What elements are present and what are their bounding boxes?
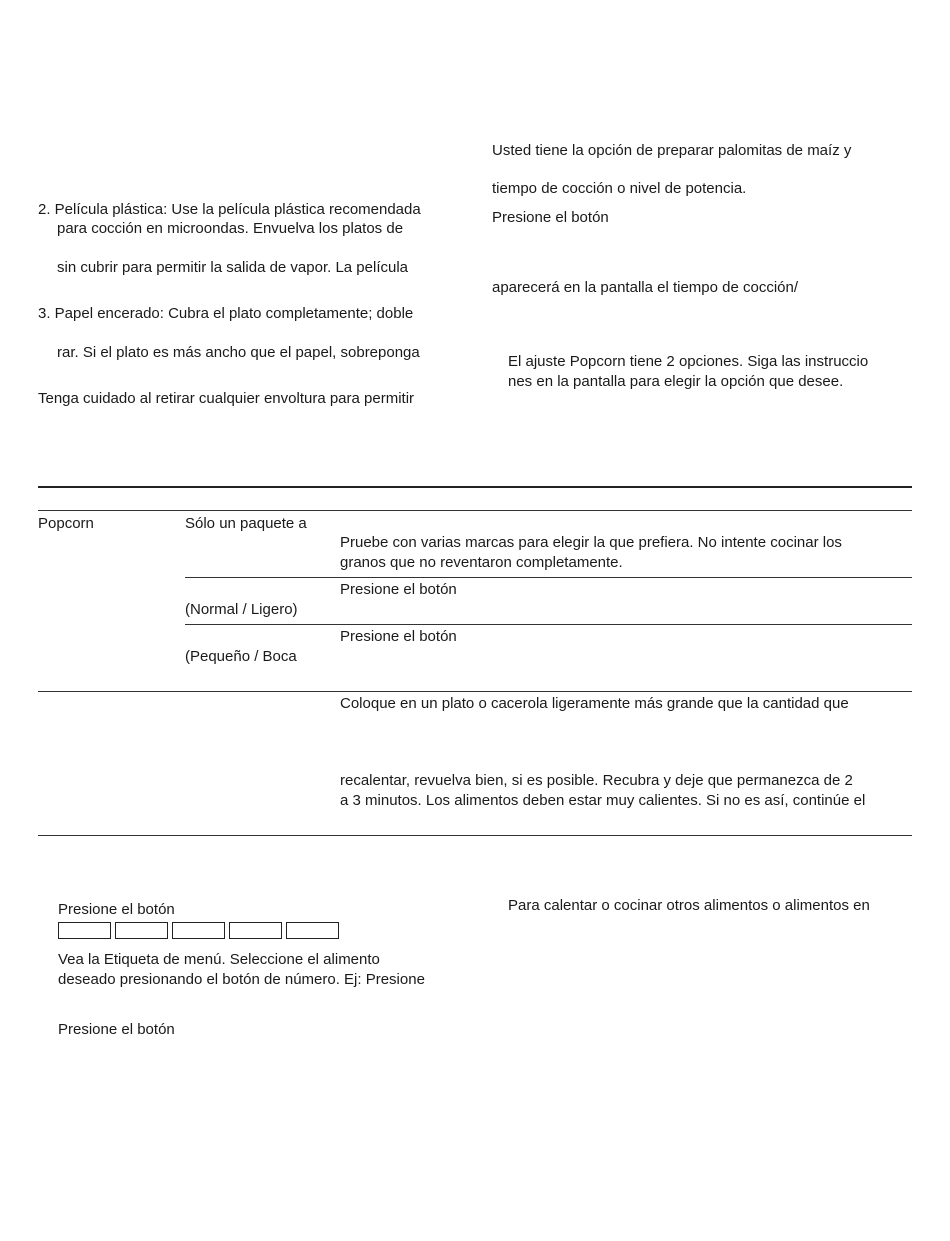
number-key-box: [58, 922, 111, 939]
caution-text: Tenga cuidado al retirar cualquier envoltura para permitir: [38, 390, 415, 407]
number-key-box: [229, 922, 282, 939]
number-key-row: [58, 922, 339, 939]
item-3-line-2: rar. Si el plato es más ancho que el papel, sobreponga: [57, 344, 420, 361]
popcorn-intro-line-1: Usted tiene la opción de preparar palomitas de maíz y: [492, 142, 852, 159]
item-2-line-1: 2. Película plástica: Use la película plástica recomendada: [38, 201, 421, 218]
number-key-box: [172, 922, 225, 939]
popcorn-tip-line-1: Pruebe con varias marcas para elegir la que prefiera. No intente cocinar los: [340, 534, 842, 551]
popcorn-option-1-label: (Normal / Ligero): [185, 601, 298, 618]
bottom-step-2-line-2: deseado presionando el botón de número. Ej: Presione: [58, 971, 425, 988]
table-row-rule: [38, 691, 912, 692]
reheat-line-3: a 3 minutos. Los alimentos deben estar muy calientes. Si no es así, continúe el: [340, 792, 866, 809]
popcorn-option-1-instruction: Presione el botón: [340, 581, 457, 598]
popcorn-tip-line-2: granos que no reventaron completamente.: [340, 554, 623, 571]
reheat-line-1: Coloque en un plato o cacerola ligeramente más grande que la cantidad que: [340, 695, 849, 712]
popcorn-option-2-instruction: Presione el botón: [340, 628, 457, 645]
table-bottom-rule: [38, 835, 912, 836]
popcorn-intro-line-2: tiempo de cocción o nivel de potencia.: [492, 180, 747, 197]
popcorn-category: Popcorn: [38, 515, 94, 532]
number-key-box: [286, 922, 339, 939]
popcorn-sub-rule-1: [185, 577, 912, 578]
popcorn-note-line-1: El ajuste Popcorn tiene 2 opciones. Siga las instruccio: [508, 353, 869, 370]
popcorn-amount: Sólo un paquete a: [185, 515, 307, 532]
press-button-instruction: Presione el botón: [492, 209, 609, 226]
bottom-step-1: Presione el botón: [58, 901, 175, 918]
display-text: aparecerá en la pantalla el tiempo de cocción/: [492, 279, 799, 296]
item-3-line-1: 3. Papel encerado: Cubra el plato completamente; doble: [38, 305, 414, 322]
item-2-line-3: sin cubrir para permitir la salida de vapor. La película: [57, 259, 409, 276]
bottom-step-2-line-1: Vea la Etiqueta de menú. Seleccione el alimento: [58, 951, 380, 968]
number-key-box: [115, 922, 168, 939]
table-header-rule: [38, 510, 912, 511]
popcorn-note-line-2: nes en la pantalla para elegir la opción que desee.: [508, 373, 844, 390]
popcorn-option-2-label: (Pequeño / Boca: [185, 648, 297, 665]
reheat-line-2: recalentar, revuelva bien, si es posible. Recubra y deje que permanezca de 2: [340, 772, 853, 789]
popcorn-sub-rule-2: [185, 624, 912, 625]
bottom-step-3: Presione el botón: [58, 1021, 175, 1038]
item-2-line-2: para cocción en microondas. Envuelva los platos de: [57, 220, 404, 237]
bottom-right-text: Para calentar o cocinar otros alimentos o alimentos en: [508, 897, 870, 914]
table-top-rule: [38, 486, 912, 488]
